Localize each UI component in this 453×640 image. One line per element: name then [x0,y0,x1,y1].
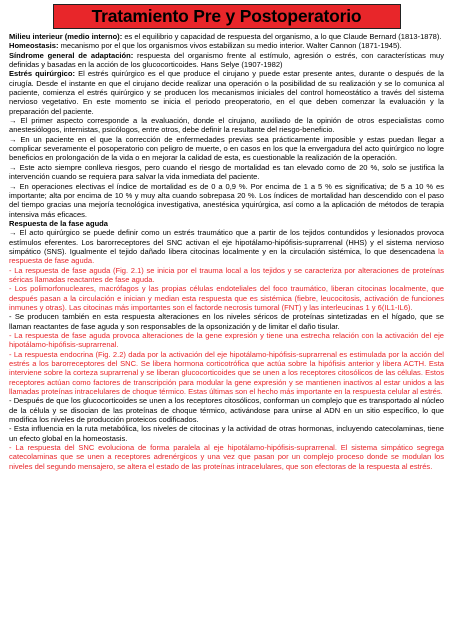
paragraph-text: - La respuesta del SNC evoluciona de forma paralela al eje hipotálamo-hipófisis-suprarrenal. El sistema simpático segrega catecolaminas que se unen a receptores adrenérgicos y una vez que pasan por un complejo proceso donde se modulan los niveles del segundo mensajero, se altera el estado de las proteínas intracelulares, que son efectoras de la respuesta al estrés. [9,443,444,471]
paragraph-label: Respuesta de la fase aguda [9,218,108,228]
paragraph-text: → El primer aspecto corresponde a la evaluación, donde el cirujano, auxiliado de la opinión de otros especialistas como anestesiólogos, internistas, psicólogos, entre otros, debe definir la resultante del riesgo-beneficio. [9,116,444,135]
section-heading [9,219,444,228]
paragraph [9,116,444,135]
paragraph-text: - La respuesta endocrina (Fig. 2.2) dada por la activación del eje hipotálamo-hipófisis-suprarrenal es estimulada por la acción del estrés a los barorreceptores del SNC. Se libera hormona corticotrófica que actúa sobre la hipófisis anterior y libera ACTH. Esta interviene sobre la corteza suprarrenal y se liberan glucocorticoides que se unen a los receptores citosólicos de las células. Estos receptores actúan como factores de transcripción para modular la gene expresión y se mantienen inactivos al estar unidos a las llamadas proteínas intracelulares de choque térmico. Estas últimas son el hecho más importante en la respuesta celular al estrés. [9,349,444,397]
paragraph-text: respuesta del organismo frente al estímulo, agresión o estrés, con características muy definidas y basadas en la acción de los glucocorticoides. Hans Selye (1907-1982) [9,50,444,70]
paragraph [9,163,444,182]
paragraph-text: - La respuesta de fase aguda (Fig. 2.1) se inicia por el trauma local a los tejidos y se caracteriza por alteraciones de proteínas séricas llamadas reactantes de fase aguda. [9,265,444,284]
paragraph-text: → El acto quirúrgico se puede definir como un estrés traumático que a partir de los tejidos contundidos y lesionados provoca estímulos eferentes. Los barorreceptores del SNC activan el eje hipotálamo-hipófisis-suprarrenal (HHS) y el sistema nervioso simpático (SNS). Igualmente el tejido dañado libera citocinas localmente y en la circulación sistémica, lo que desencadena [9,228,444,256]
paragraph [9,312,444,331]
paragraph [9,51,444,70]
paragraph-label: Síndrome general de adaptación: [9,50,134,60]
paragraph [9,331,444,350]
page-title: Tratamiento Pre y Postoperatorio [53,4,401,29]
paragraph-text: El estrés quirúrgico es el que produce el cirujano y puede estar presente antes, durante o después de la cirugía. Desde el instante en que el cirujano decide realizar una operación o la posibilidad de su realización y se lo comunica al paciente, comienza el estrés quirúrgico y se producen los mecanismos iniciales del control homeostático a través del sistema nervioso vegetativo. En este momento se inicia el periodo preoperatorio, en el que deben comenzar la evaluación y la preparación del paciente. [9,69,444,116]
paragraph [9,228,444,265]
paragraph-label: Homeostasis: [9,41,59,51]
paragraph [9,41,444,50]
paragraph-text: - Después de que los glucocorticoides se unen a los receptores citosólicos, conforman un complejo que es transportado al núcleo de la célula y se disocian de las proteínas de choque térmico, activándose para unirse al ADN en un sitio específico, lo que modifica los niveles de producción proteicos codificados. [9,396,444,425]
paragraph-highlight: la respuesta de fase aguda. [9,246,444,266]
paragraph-text: - Se producen también en esta respuesta alteraciones en los niveles séricos de proteínas sintetizadas en el hígado, que se llaman reactantes de fase aguda y son responsables de la opsonización y de limitar el daño tisular. [9,312,444,331]
paragraph-text: → Este acto siempre conlleva riesgos, pero cuando el riesgo de mortalidad es tan elevado como de 20 %, solo se justifica la intervención cuando se requiera para salvar la vida inmediata del paciente. [9,162,444,182]
paragraph [9,32,444,41]
paragraph [9,396,444,424]
paragraph-text: mecanismo por el que los organismos vivos estabilizan su medio interior. Walter Cannon (1871-1945). [58,41,402,51]
paragraph [9,350,444,397]
paragraph-text: - Esta influencia en la ruta metabólica, los niveles de citocinas y la actividad de otras hormonas, incluyendo catecolaminas, tiene un efecto global en la homeostasis. [9,424,444,443]
paragraph-text: es el equilibrio y capacidad de respuesta del organismo, a lo que Claude Bernard (1813-1878). [122,32,442,41]
paragraph [9,284,444,312]
paragraph-text: → En un paciente en el que la corrección de enfermedades previas sea prácticamente imposible y estas puedan llegar a complicar severamente el posoperatorio con peligro de muerte, o en casos en los que la envergadura del acto quirúrgico no logre beneficios en prolongación de la vida o en mejorar la calidad de esta, es cuestionable la realización de la operación. [9,134,444,163]
paragraph-text: - La respuesta de fase aguda provoca alteraciones de la gene expresión y tiene una estrecha relación con la activación del eje hipotálamo-hipófisis-suprarrenal. [9,331,444,350]
paragraph [9,443,444,471]
paragraph [9,424,444,443]
paragraph-text: → En operaciones electivas el índice de mortalidad es de 0 a 0,9 %. Por encima de 1 a 5 % es significativa; de 5 a 10 % es importante; alta por encima de 10 % y muy alta cuando sobrepasa 20 %. Los índices de mortalidad han descendido con el paso del tiempo gracias una mejoría tecnológica investigativa, anestésica yquirúrgica, así como a la aplicación de métodos de terapia intensiva más eficaces. [9,181,444,219]
document-body [9,32,444,471]
paragraph-label: Estrés quirúrgico: [9,69,75,79]
paragraph [9,69,444,116]
paragraph [9,135,444,163]
paragraph-label: Milieu interieur (medio interno): [9,32,123,41]
paragraph [9,182,444,219]
paragraph [9,266,444,285]
paragraph-text: - Los polimorfonucleares, macrófagos y las propias células endoteliales del foco traumático, liberan citocinas localmente, que después pasan a la circulación e inician y median esta respuesta que es sistémica (fiebre, leucocitosis, activación de funciones inmunes y otras). Las citocinas más importantes son el factorde necrosis tumoral (FNT) y las interleucinas 1 y 6(IL1-IL6). [9,284,444,312]
